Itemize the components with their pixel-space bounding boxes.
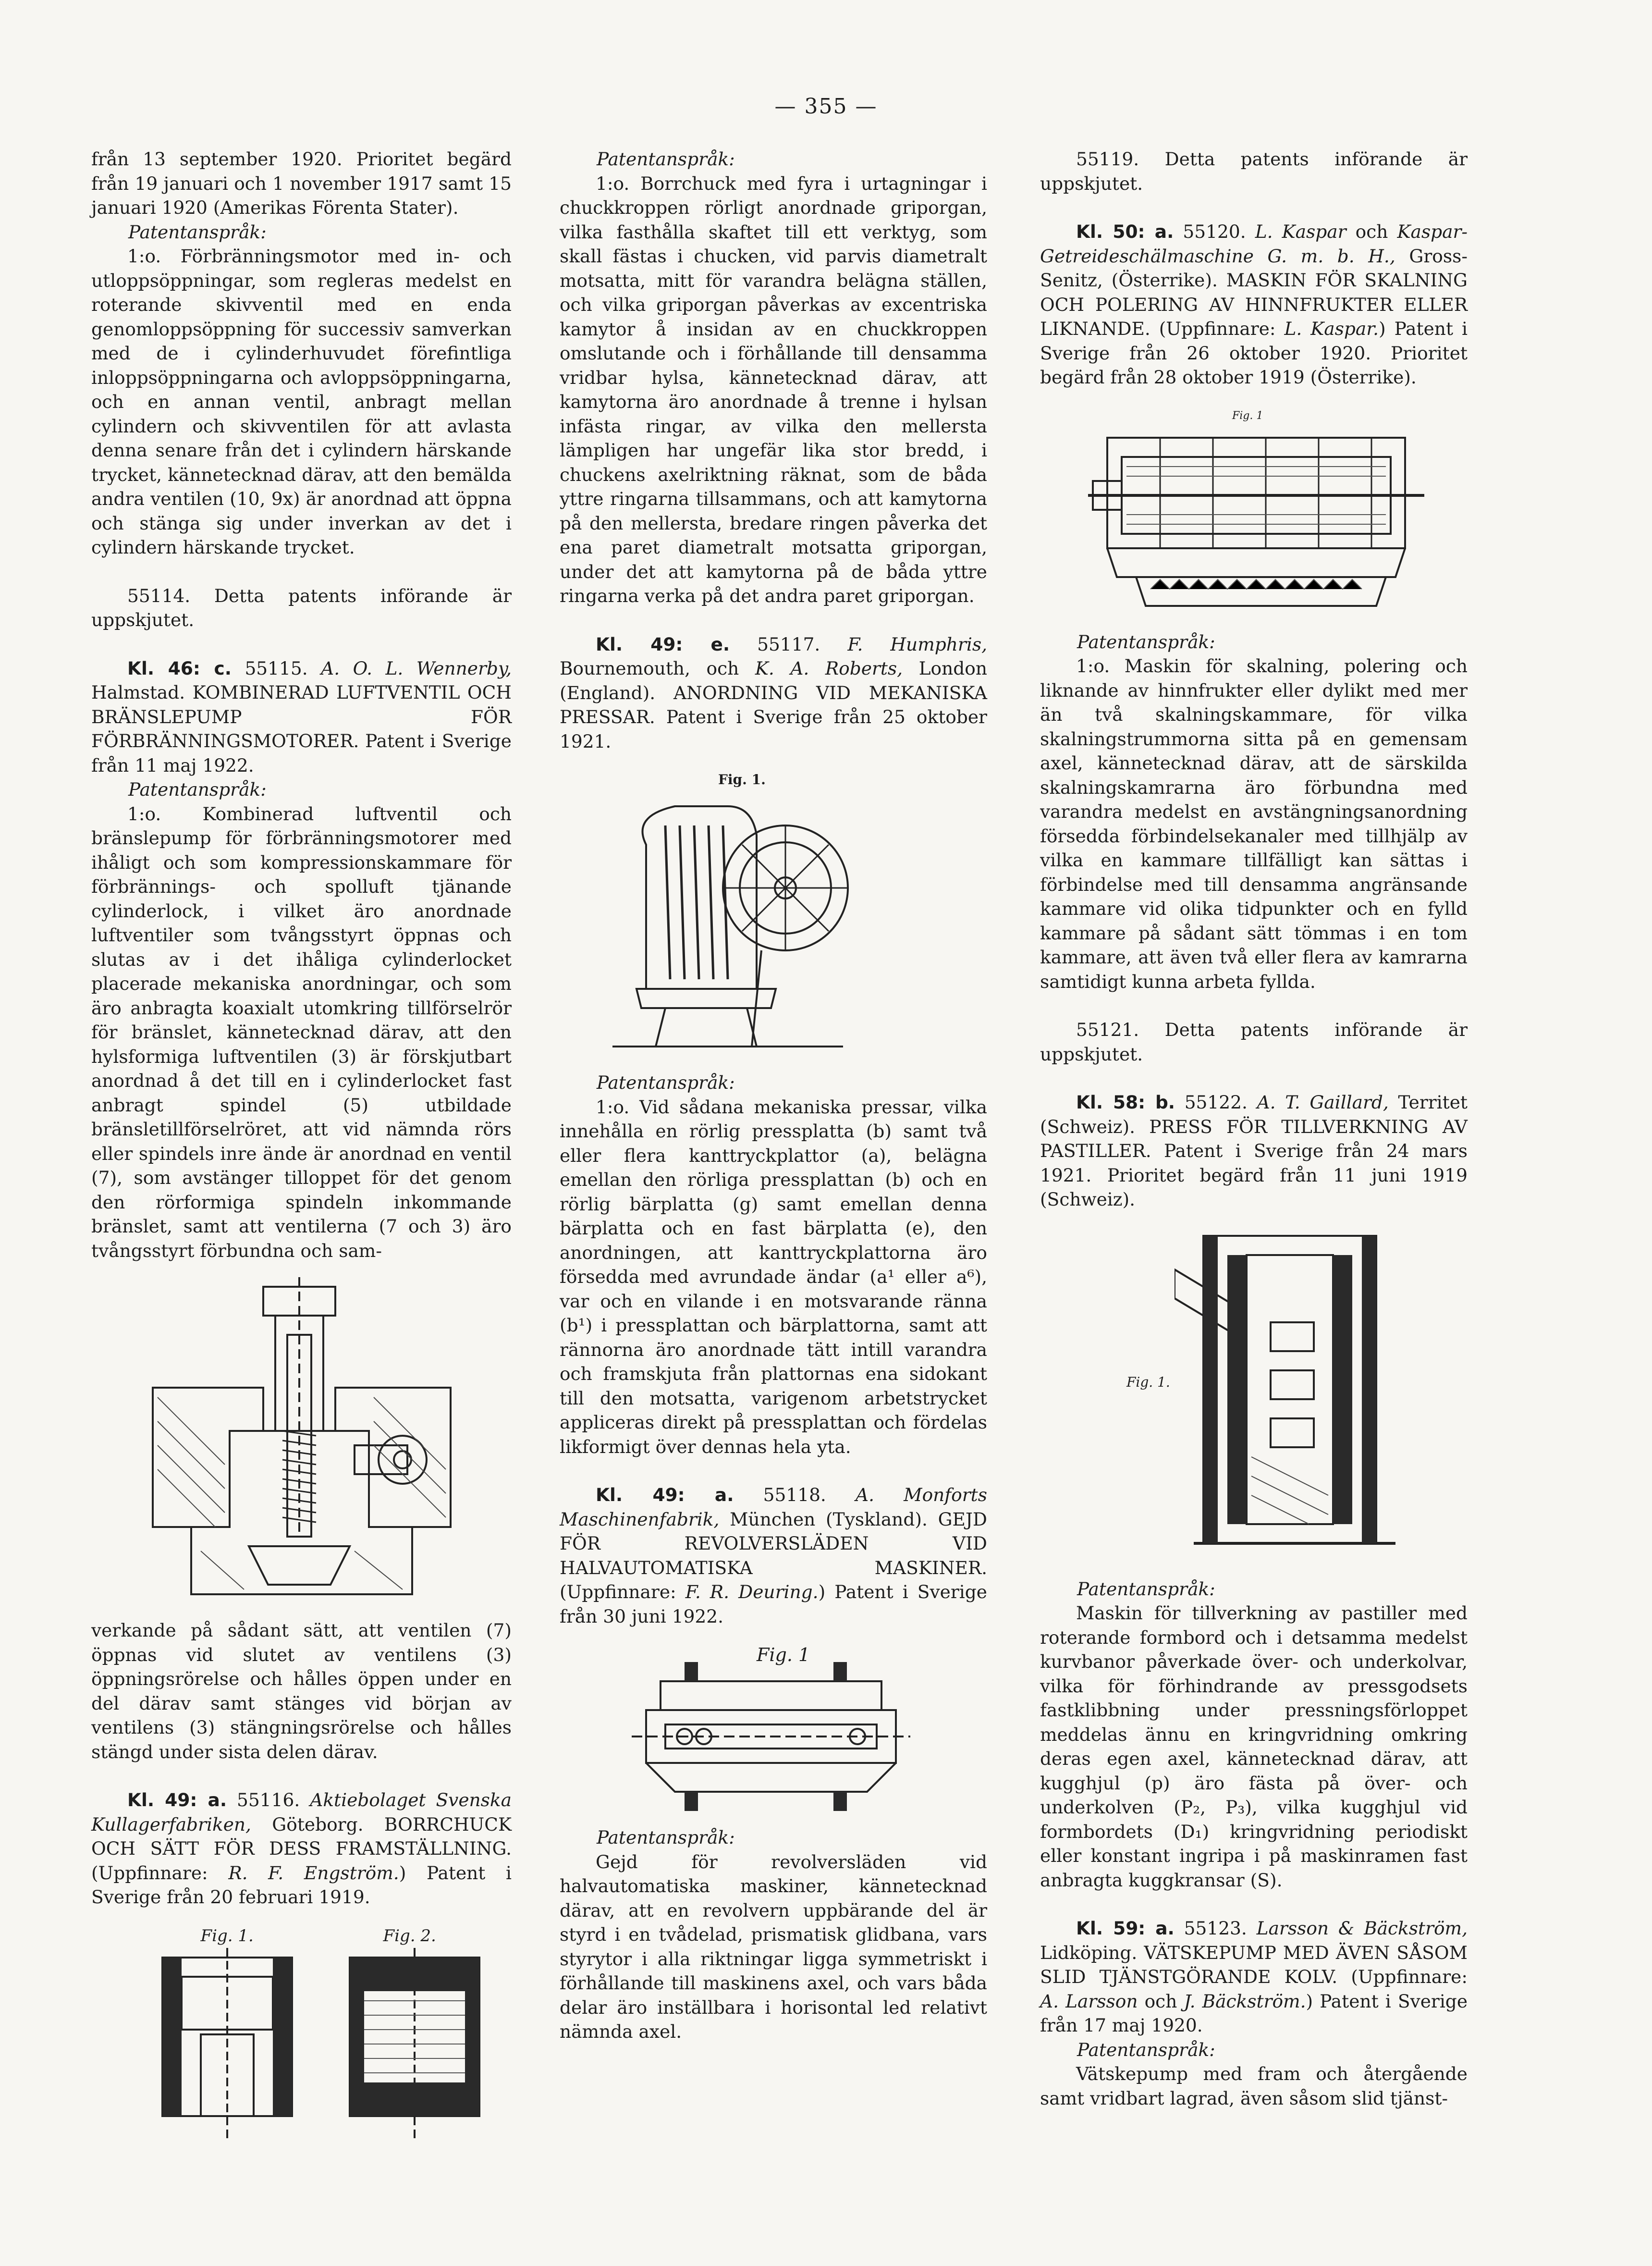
claim-heading: Patentanspråk: [1077,631,1215,653]
pastille-press-drawing [1175,1226,1424,1563]
inventor-name: L. Kaspar. [1284,318,1379,339]
applicant-name: K. A. Roberts, [755,658,903,679]
engine-valve-drawing [105,1277,499,1609]
class-label: Kl. 49: a. [127,1789,227,1810]
applicant-name: A. Monforts Maschinenfabrik, [560,1484,987,1530]
figure-label: Fig. 1. [1126,1374,1170,1390]
figure-mechanical-press [593,768,862,1056]
paragraph: 1:o. Maskin för skalning, polering och liknande av hinnfrukter eller dylikt med mer än två skalningskammare, för vilka skalningstrummorna sitta på en gemensam axel, kännetecknad därav, att de särskilda skalningskamrarna äro förbundna med varandra medelst en avstängningsanordning försedda förbindelsekanaler med tillhjälp av vilka en kammare tillfälligt kan sättas i förbindelse med till densamma angränsande kammare vid olika tidpunkter och en fylld kammare på sådant sätt tömmas i en tom kammare, att även två eller flera av kamrarna samtidigt kunna arbeta fyllda. [1040,655,1468,992]
paragraph: Maskin för tillverkning av pastiller med roterande formbord och i detsamma medelst kurvbanor påverkade över- och underkolvar, vilka för förhindrande av pressgodsets fastklibbning under pressningsförloppet meddelas ännu en kringvridning omkring deras egen axel, kännetecknad därav, att kugghjul (p) äro fästa på över- och underkolven (P₂, P₃), vilka kugghjul vid formbordets (D₁) kringvridning periodiskt eller konstant ingripa i på maskinramen fast anbragta kuggkransar (S). [1040,1602,1468,1891]
applicant-name: Kaspar-Getreideschälmaschine G. m. b. H., [1040,221,1468,267]
patent-entry: Kl. 49: a. 55116. Aktiebolaget Svenska Kullagerfabriken, Göteborg. BORRCHUCK OCH SÄTT FÖR DESS FRAMSTÄLLNING. (Uppfinnare: R. F. Engström.) Patent i Sverige från 20 februari 1919. [91,1789,512,1908]
applicant-name: F. Humphris, [847,633,988,655]
applicant-name: A. O. L. Wennerby, [321,657,512,679]
figure-label: Fig. 1 [1232,409,1263,422]
revolver-slide-drawing [603,1662,939,1816]
class-label: Kl. 46: c. [127,657,232,679]
class-label: Kl. 50: a. [1076,221,1174,242]
applicant-name: L. Kaspar [1255,221,1346,242]
patent-entry: Kl. 49: e. 55117. F. Humphris, Bournemouth, och K. A. Roberts, London (England). ANORDNING VID MEKANISKA PRESSAR. Patent i Sverige från 25 oktober 1921. [560,633,988,752]
figure-label: Fig. 1. [718,772,766,788]
hulling-machine-drawing [1088,419,1434,616]
figure-drill-chuck [105,1924,499,2150]
inventor-name: R. F. Engström. [228,1862,399,1884]
inventor-name: A. Larsson [1040,1990,1138,2012]
drill-chuck-drawing [105,1948,499,2150]
applicant-name: Larsson & Bäckström, [1256,1918,1468,1939]
paragraph: 55114. Detta patents införande är uppskjutet. [91,585,512,630]
patent-entry: Kl. 46: c. 55115. A. O. L. Wennerby, Halmstad. KOMBINERAD LUFTVENTIL OCH BRÄNSLEPUMP FÖR FÖRBRÄNNINGSMOTORER. Patent i Sverige från 11 maj 1922. [91,657,512,776]
paragraph: 1:o. Borrchuck med fyra i urtagningar i chuckkroppen rörligt anordnade griporgan, vilka fasthålla skaftet till ett verktyg, som skall fästas i chucken, vid parvis diametralt motsatta, mitt för varandra belägna ställen, och vilka griporgan påverkas av excentriska kamytor å insidan av en chuckkroppen omslutande och i förhållande till densamma vridbar hylsa, kännetecknad därav, att kamytorna äro anordnade å trenne i hylsan infästa ringar, av vilka den mellersta lämpligen har ungefär lika stor bredd, i chuckens axelriktning räknat, som de båda yttre ringarna tillsammans, och att kamytorna på den mellersta, bredare ringen påverka det ena paret diametralt motsatta griporgan, under det att kamytorna på de båda yttre ringarna verka på det andra paret griporgan. [560,172,987,606]
paragraph: verkande på sådant sätt, att ventilen (7) öppnas vid slutet av ventilens (3) öppningsrörelse och hålles öppen under en del därav samt stänges vid början av ventilens (3) stängningsrörelse och hålles stängd under sista delen därav. [91,1620,512,1762]
paragraph: från 13 september 1920. Prioritet begärd från 19 januari och 1 november 1917 samt 15 januari 1920 (Amerikas Förenta Stater). [91,148,512,218]
inventor-name: F. R. Deuring. [685,1581,819,1602]
claim-heading: Patentanspråk: [597,148,735,170]
paragraph: Gejd för revolversläden vid halvautomatiska maskiner, kännetecknad därav, att en revolvern uppbärande del är styrd i en tvådelad, prismatisk glidbana, vars styrytor i alla riktningar ligga symmetriskt i förhållande till maskinens axel, och vars båda delar äro inställbara i horisontal led relativt nämnda axel. [560,1851,987,2042]
figure-revolver-slide [603,1643,939,1816]
paragraph: 1:o. Förbränningsmotor med in- och utloppsöppningar, som regleras medelst en roterande skivventil med en enda genomloppsöppning för successiv samverkan med de i cylinderhuvudet förefintliga inloppsöppningarna och avloppsöppningarna, och en annan ventil, anbragt mellan cylindern och skivventilen för att avlasta denna senare från det i cylindern härskande trycket, kännetecknad därav, att den bemälda andra ventilen (10, 9x) är anordnad att öppna och stänga sig under inverkan av det i cylindern härskande trycket. [91,246,512,558]
figure-label: Fig. 1 [757,1644,810,1665]
claim-heading: Patentanspråk: [1077,2039,1215,2060]
column-middle [560,147,987,2044]
page-number: — 355 — [774,94,878,119]
press-drawing [593,787,862,1056]
patent-entry: Kl. 50: a. 55120. L. Kaspar och Kaspar-Getreideschälmaschine G. m. b. H., Gross-Senitz, (Österrike). MASKIN FÖR SKALNING OCH POLERING AV HINNFRUKTER ELLER LIKNANDE. (Uppfinnare: L. Kaspar.) Patent i Sverige från 26 oktober 1920. Prioritet begärd från 28 oktober 1919 (Österrike). [1040,221,1468,388]
figure-label: Fig. 1. [200,1926,254,1946]
figure-engine-valve [105,1277,499,1609]
class-label: Kl. 59: a. [1076,1918,1175,1939]
figure-pastille-press [1126,1226,1424,1563]
claim-heading: Patentanspråk: [128,221,267,243]
patent-entry: Kl. 49: a. 55118. A. Monforts Maschinenfabrik, München (Tyskland). GEJD FÖR REVOLVERSLÄDEN VID HALVAUTOMATISKA MASKINER. (Uppfinnare: F. R. Deuring.) Patent i Sverige från 30 juni 1922. [560,1484,987,1627]
column-right [1040,147,1468,2110]
applicant-name: Aktiebolaget Svenska Kullagerfabriken, [91,1789,512,1835]
patent-entry: Kl. 58: b. 55122. A. T. Gaillard, Territet (Schweiz). PRESS FÖR TILLVERKNING AV PASTILLER. Patent i Sverige från 24 mars 1921. Prioritet begärd från 11 juni 1919 (Schweiz). [1040,1092,1468,1210]
class-label: Kl. 58: b. [1076,1092,1175,1113]
figure-label: Fig. 2. [383,1926,436,1946]
claim-heading: Patentanspråk: [597,1072,735,1093]
paragraph: 55119. Detta patents införande är uppskjutet. [1040,148,1468,194]
paragraph: 55121. Detta patents införande är uppskjutet. [1040,1019,1468,1065]
class-label: Kl. 49: a. [596,1484,734,1505]
column-left [91,147,512,2150]
paragraph: 1:o. Vid sådana mekaniska pressar, vilka innehålla en rörlig pressplatta (b) samt två eller flera kanttryckplattor (a), belägna emellan den rörliga pressplattan (b) och en rörlig bärplatta (g) samt emellan denna bärplatta och en fast bärplatta (e), den anordningen, att kanttryckplattorna äro försedda med avrundade ändar (a¹ eller a⁶), var och en vilande i en motsvarande ränna (b¹) i pressplattan och bärplattorna, samt att rännorna äro anordnade tätt intill varandra och framskjuta från plattornas ena sidokant till den motsatta, varigenom arbetstrycket appliceras direkt på pressplattan och fördelas likformigt över dennas hela yta. [560,1096,987,1457]
patent-entry: Kl. 59: a. 55123. Larsson & Bäckström, Lidköping. VÄTSKEPUMP MED ÄVEN SÅSOM SLID TJÄNSTGÖRANDE KOLV. (Uppfinnare: A. Larsson och J. Bäckström.) Patent i Sverige från 17 maj 1920. [1040,1918,1468,2036]
claim-heading: Patentanspråk: [1077,1578,1215,1600]
claim-heading: Patentanspråk: [597,1827,735,1848]
claim-heading: Patentanspråk: [128,779,267,800]
inventor-name: J. Bäckström. [1184,1990,1306,2012]
figure-hulling-machine [1088,404,1434,616]
class-label: Kl. 49: e. [596,633,730,655]
paragraph: 1:o. Kombinerad luftventil och bränslepump för förbränningsmotorer med ihåligt och som kompressionskammare för förbrännings- och spolluft tjänande cylinderlock, i vilket äro anordnade luftventiler som tvångsstyrt öppnas och slutas av i det ihåliga cylinderlocket placerade mekaniska anordningar, och som äro anbragta koaxialt utomkring tillförselrör för bränslet, kännetecknad därav, att den hylsformiga luftventilen (3) är förskjutbart anordnad å det till en i cylinderlocket fast anbragt spindel (5) utbildade bränsletillförselröret, att vid nämnda rörs eller spindels inre ände är anordnad en ventil (7), som avstänger tilloppet för det genom den rörformiga spindeln inkommande bränslet, samt att ventilerna (7 och 3) äro tvångsstyrt förbundna och sam- [91,803,512,1261]
applicant-name: A. T. Gaillard, [1257,1092,1389,1113]
paragraph: Vätskepump med fram och återgående samt vridbart lagrad, även såsom slid tjänst- [1040,2063,1468,2109]
